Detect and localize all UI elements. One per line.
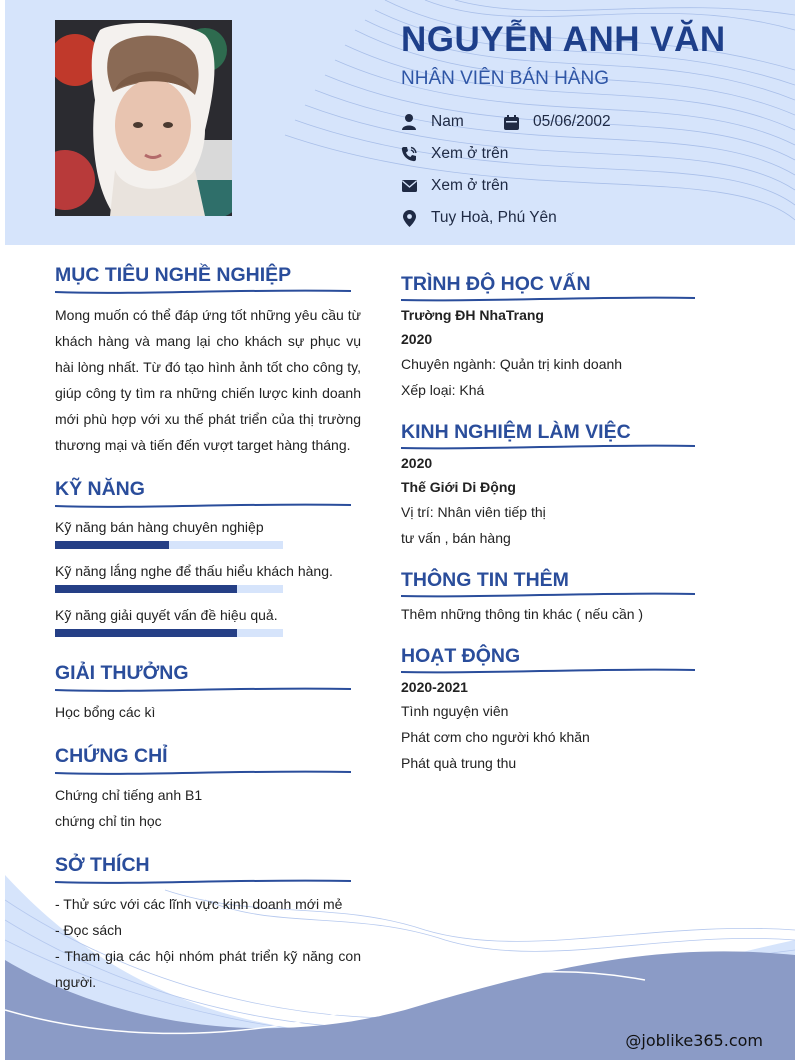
hobby-item: - Tham gia các hội nhóm phát triển kỹ năng con <box>55 948 361 964</box>
contact-email <box>401 177 508 195</box>
envelope-icon <box>401 177 417 195</box>
objective-title: MỤC TIÊU NGHỀ NGHIỆP <box>55 264 292 286</box>
skill-label: Kỹ năng giải quyết vấn đề hiệu quả. <box>55 607 278 623</box>
objective-line: hài lòng nhất. Từ đó tạo hình ảnh tốt cho công ty, <box>55 359 361 375</box>
map-pin-icon <box>401 209 417 227</box>
contact-birthdate <box>503 113 611 131</box>
activity-item: Tình nguyện viên <box>401 703 509 719</box>
activity-item: Phát cơm cho người khó khăn <box>401 729 590 745</box>
candidate-role: NHÂN VIÊN BÁN HÀNG <box>401 68 609 89</box>
experience-company: Thế Giới Di Động <box>401 479 516 495</box>
activities-title: HOẠT ĐỘNG <box>401 645 521 667</box>
contact-gender <box>401 113 464 131</box>
contact-address <box>401 209 557 227</box>
extra-info-text: Thêm những thông tin khác ( nếu cần ) <box>401 606 644 622</box>
hobbies-underline <box>55 876 351 886</box>
phone-icon <box>401 145 417 163</box>
skill-bar <box>55 541 283 549</box>
hobbies-title: SỞ THÍCH <box>55 854 150 876</box>
certificates-underline <box>55 767 351 777</box>
experience-position: Vị trí: Nhân viên tiếp thị <box>401 504 546 520</box>
calendar-icon <box>503 113 519 131</box>
certificate-item: Chứng chỉ tiếng anh B1 <box>55 787 203 803</box>
activities-underline <box>401 665 695 675</box>
skill-label: Kỹ năng bán hàng chuyên nghiệp <box>55 519 264 535</box>
objective-line: Mong muốn có thể đáp ứng tốt những yêu cầu từ <box>55 307 361 323</box>
birthdate-value: 05/06/2002 <box>533 113 611 130</box>
education-major: Chuyên ngành: Quản trị kinh doanh <box>401 356 623 372</box>
skill-bar-fill <box>55 629 237 637</box>
certificate-item: chứng chỉ tin học <box>55 813 162 829</box>
email-value: Xem ở trên <box>431 177 509 194</box>
experience-year: 2020 <box>401 455 433 471</box>
objective-line: mới phù hợp với xu thế phát triển của thị trường <box>55 411 361 427</box>
extra-info-underline <box>401 589 695 599</box>
header-band <box>5 0 795 245</box>
awards-underline <box>55 684 351 694</box>
activities-period: 2020-2021 <box>401 679 468 695</box>
education-rank: Xếp loại: Khá <box>401 382 485 398</box>
experience-position-continued: tư vấn , bán hàng <box>401 530 511 546</box>
objective-line: khách hàng và mang lại cho khách sự phục vụ <box>55 333 361 349</box>
extra-info-title: THÔNG TIN THÊM <box>401 569 569 591</box>
skill-label: Kỹ năng lắng nghe để thấu hiểu khách hàng. <box>55 563 333 579</box>
certificates-list <box>55 782 202 834</box>
hobbies-list <box>55 891 361 995</box>
skills-underline <box>55 500 351 510</box>
hobby-item: - Đọc sách <box>55 922 122 938</box>
profile-photo <box>55 20 232 216</box>
activity-item: Phát quà trung thu <box>401 755 517 771</box>
photo-illustration <box>55 20 232 216</box>
experience-title: KINH NGHIỆM LÀM VIỆC <box>401 421 631 443</box>
objective-underline <box>55 286 351 296</box>
education-year: 2020 <box>401 331 433 347</box>
education-title: TRÌNH ĐỘ HỌC VẤN <box>401 273 591 295</box>
skill-bar-fill <box>55 585 237 593</box>
contact-phone <box>401 145 508 163</box>
skills-title: KỸ NĂNG <box>55 478 145 500</box>
certificates-title: CHỨNG CHỈ <box>55 745 168 767</box>
watermark: @joblike365.com <box>625 1031 763 1050</box>
hobby-item: - Thử sức với các lĩnh vực kinh doanh mới mẻ <box>55 896 343 912</box>
objective-line: thương mại và tiến đến vượt target hàng tháng. <box>55 437 351 453</box>
cv-page <box>5 0 795 1060</box>
awards-title: GIẢI THƯỞNG <box>55 662 189 684</box>
skill-bar <box>55 585 283 593</box>
education-underline <box>401 293 695 303</box>
gender-value: Nam <box>431 113 464 130</box>
user-icon <box>401 113 417 131</box>
awards-text: Học bổng các kì <box>55 704 156 720</box>
activities-list <box>401 698 590 776</box>
objective-text <box>55 302 361 458</box>
objective-line: giúp công ty tìm ra những chiến lược kinh doanh <box>55 385 361 401</box>
skill-bar-fill <box>55 541 169 549</box>
skill-bar <box>55 629 283 637</box>
candidate-name: NGUYỄN ANH VĂN <box>401 20 726 59</box>
experience-underline <box>401 441 695 451</box>
education-school: Trường ĐH NhaTrang <box>401 307 544 323</box>
hobby-item-continued: người. <box>55 974 97 990</box>
address-value: Tuy Hoà, Phú Yên <box>431 209 557 226</box>
phone-value: Xem ở trên <box>431 145 509 162</box>
